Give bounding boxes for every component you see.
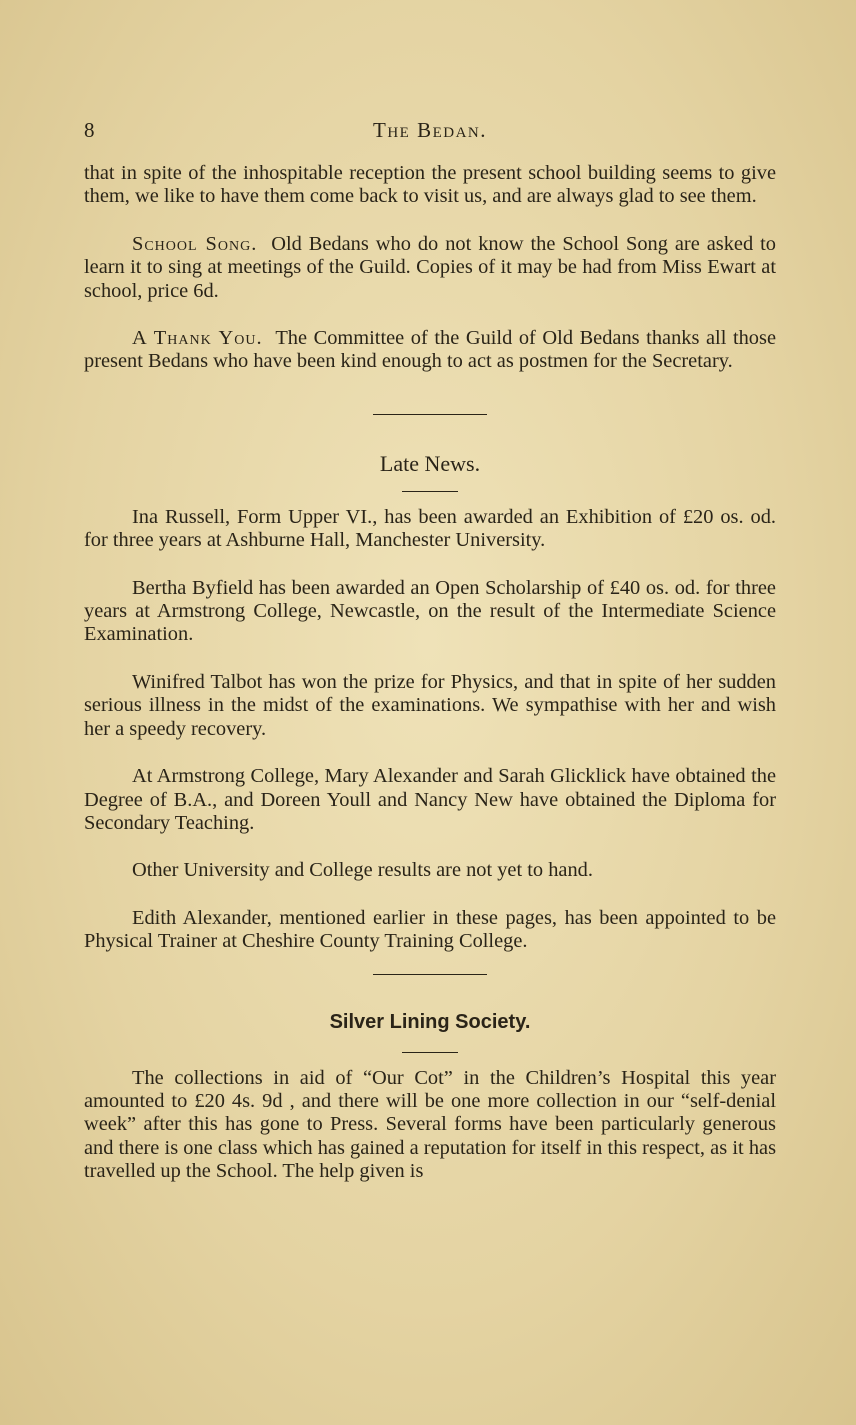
late-news-paragraph: Bertha Byfield has been awarded an Open Scholarship of £40 os. od. for three years at Armstrong College, Newcastle, on the result of the Intermediate Science Examination. bbox=[84, 576, 776, 646]
late-news-paragraph: Ina Russell, Form Upper VI., has been awarded an Exhibition of £20 os. od. for three years at Ashburne Hall, Manchester University. bbox=[84, 505, 776, 552]
silver-lining-heading: Silver Lining Society. bbox=[329, 1010, 531, 1033]
section-divider bbox=[373, 974, 487, 975]
heading-underline bbox=[402, 1052, 458, 1053]
note-heading: School Song. bbox=[132, 232, 258, 255]
page-number: 8 bbox=[84, 118, 95, 142]
thank-you-note bbox=[84, 327, 776, 374]
late-news-heading: Late News. bbox=[379, 450, 481, 476]
late-news-paragraph: Winifred Talbot has won the prize for Physics, and that in spite of her sudden serious illness in the midst of the examinations. We sympathise with her and wish her a speedy recovery. bbox=[84, 670, 776, 740]
intro-paragraph: that in spite of the inhospitable reception the present school building seems to give them, we like to have them come back to visit us, and are always glad to see them. bbox=[84, 162, 776, 208]
school-song-note bbox=[84, 233, 776, 303]
page bbox=[84, 110, 776, 1184]
note-text: Old Bedans who do not know the School Song are asked to learn it to sing at meetings of the Guild. Copies of it may be had from Miss Ewart at school, price 6d. bbox=[84, 232, 776, 302]
heading-underline bbox=[402, 491, 458, 492]
late-news-paragraph: Edith Alexander, mentioned earlier in these pages, has been appointed to be Physical Trainer at Cheshire County Training College. bbox=[84, 906, 776, 953]
late-news-paragraph: At Armstrong College, Mary Alexander and Sarah Glicklick have obtained the Degree of B.A., and Doreen Youll and Nancy New have obtained the Diploma for Secondary Teaching. bbox=[84, 765, 776, 834]
note-text: The Committee of the Guild of Old Bedans thanks all those present Bedans who have been kind enough to act as postmen for the Secretary. bbox=[84, 327, 776, 373]
late-news-paragraph: Other University and College results are not yet to hand. bbox=[132, 859, 593, 882]
running-title: The Bedan. bbox=[373, 118, 487, 142]
note-heading: A Thank You. bbox=[132, 327, 263, 350]
section-divider bbox=[373, 414, 487, 415]
silver-lining-paragraph: The collections in aid of “Our Cot” in the Children’s Hospital this year amounted to £20 4s. 9d , and there will be one more collection in our “self-denial week” after this has gone to Press. Several forms have been particularly generous and there is one class which has gained a reputation for itself in this respect, as it has travelled up the School. The help given is bbox=[84, 1066, 776, 1183]
running-head bbox=[84, 110, 776, 144]
